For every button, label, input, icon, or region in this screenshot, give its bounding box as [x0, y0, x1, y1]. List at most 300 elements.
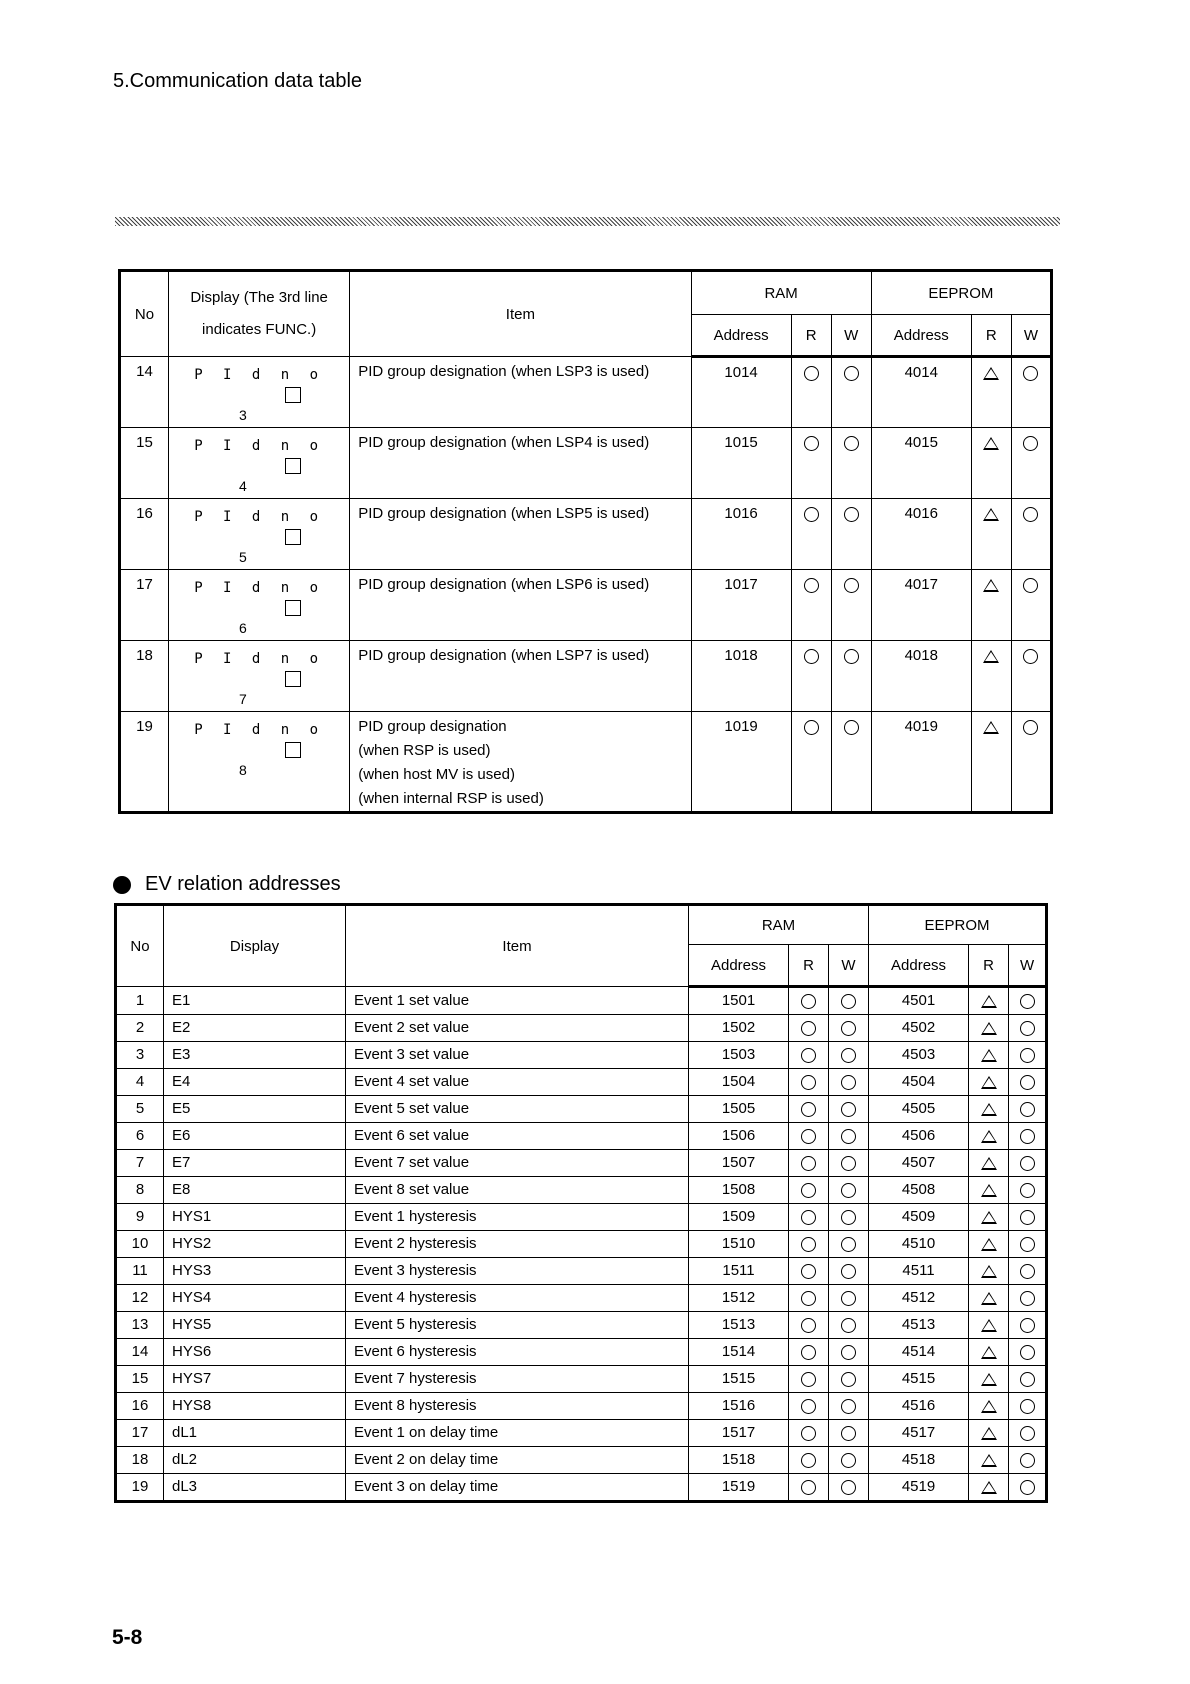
- cell-eeprom-w: [1009, 1123, 1047, 1150]
- cell-eeprom-address: 4518: [869, 1447, 969, 1474]
- cell-eeprom-address: 4519: [869, 1474, 969, 1502]
- header-item: Item: [346, 905, 689, 987]
- circle-icon: [801, 1129, 816, 1144]
- cell-ram-w: [831, 499, 871, 570]
- cell-eeprom-r: [969, 1150, 1009, 1177]
- triangle-icon: [981, 1265, 997, 1278]
- cell-ram-w: [829, 1069, 869, 1096]
- cell-item: Event 1 hysteresis: [346, 1204, 689, 1231]
- cell-ram-w: [829, 987, 869, 1015]
- cell-no: 9: [116, 1204, 164, 1231]
- cell-eeprom-w: [1011, 641, 1051, 712]
- cell-ram-address: 1503: [689, 1042, 789, 1069]
- circle-icon: [841, 1399, 856, 1414]
- display-top: P I d n o: [194, 367, 325, 383]
- circle-icon: [801, 1075, 816, 1090]
- circle-icon: [841, 1129, 856, 1144]
- cell-no: 16: [116, 1393, 164, 1420]
- circle-icon: [804, 720, 819, 735]
- display-glyph: [169, 641, 349, 711]
- display-box-icon: [285, 671, 301, 687]
- table-row: [116, 1474, 1047, 1502]
- table-row: [116, 1123, 1047, 1150]
- circle-icon: [1020, 1453, 1035, 1468]
- header-ram-r: R: [789, 945, 829, 987]
- cell-ram-w: [829, 1231, 869, 1258]
- circle-icon: [841, 1210, 856, 1225]
- cell-no: 2: [116, 1015, 164, 1042]
- display-bottom: 8: [239, 762, 247, 778]
- circle-icon: [841, 1183, 856, 1198]
- circle-icon: [1020, 1345, 1035, 1360]
- header-display-line2: indicates FUNC.): [202, 321, 317, 338]
- triangle-icon: [983, 721, 999, 734]
- cell-ram-r: [789, 1285, 829, 1312]
- cell-no: 12: [116, 1285, 164, 1312]
- cell-eeprom-address: 4504: [869, 1069, 969, 1096]
- cell-eeprom-r: [971, 712, 1011, 813]
- cell-ram-address: 1518: [689, 1447, 789, 1474]
- cell-ram-r: [789, 1258, 829, 1285]
- circle-icon: [841, 1075, 856, 1090]
- circle-icon: [801, 1237, 816, 1252]
- display-bottom: 3: [239, 407, 247, 423]
- cell-eeprom-address: 4510: [869, 1231, 969, 1258]
- display-glyph: [169, 499, 349, 569]
- triangle-icon: [983, 508, 999, 521]
- cell-eeprom-r: [969, 1204, 1009, 1231]
- cell-ram-w: [829, 1204, 869, 1231]
- cell-display: [169, 641, 350, 712]
- cell-eeprom-r: [969, 1393, 1009, 1420]
- cell-ram-address: 1504: [689, 1069, 789, 1096]
- cell-eeprom-address: 4014: [871, 357, 971, 428]
- cell-display: [169, 712, 350, 813]
- cell-item: Event 8 set value: [346, 1177, 689, 1204]
- cell-eeprom-r: [969, 1312, 1009, 1339]
- circle-icon: [801, 1102, 816, 1117]
- cell-ram-r: [791, 570, 831, 641]
- cell-display: [169, 499, 350, 570]
- cell-ram-r: [791, 641, 831, 712]
- cell-ram-address: 1019: [691, 712, 791, 813]
- display-glyph: [169, 428, 349, 498]
- cell-display: [169, 428, 350, 499]
- cell-display: [169, 357, 350, 428]
- cell-item: PID group designation (when LSP6 is used): [350, 570, 691, 641]
- circle-icon: [841, 1048, 856, 1063]
- circle-icon: [804, 649, 819, 664]
- circle-icon: [1020, 1291, 1035, 1306]
- triangle-icon: [983, 367, 999, 380]
- circle-icon: [801, 1345, 816, 1360]
- table-row: [116, 1231, 1047, 1258]
- cell-item: PID group designation (when LSP4 is used): [350, 428, 691, 499]
- cell-eeprom-w: [1011, 570, 1051, 641]
- cell-item: Event 3 hysteresis: [346, 1258, 689, 1285]
- table-row: [116, 1285, 1047, 1312]
- triangle-icon: [981, 1157, 997, 1170]
- cell-eeprom-address: 4517: [869, 1420, 969, 1447]
- cell-item: Event 4 set value: [346, 1069, 689, 1096]
- cell-ram-address: 1505: [689, 1096, 789, 1123]
- cell-no: 17: [120, 570, 169, 641]
- cell-eeprom-address: 4509: [869, 1204, 969, 1231]
- cell-ram-address: 1516: [689, 1393, 789, 1420]
- display-glyph: [169, 570, 349, 640]
- cell-item: Event 2 hysteresis: [346, 1231, 689, 1258]
- cell-display: E3: [164, 1042, 346, 1069]
- header-eeprom-address: Address: [869, 945, 969, 987]
- cell-eeprom-address: 4503: [869, 1042, 969, 1069]
- cell-item: Event 5 hysteresis: [346, 1312, 689, 1339]
- circle-icon: [844, 436, 859, 451]
- header-no: No: [120, 271, 169, 357]
- circle-icon: [841, 994, 856, 1009]
- item-line: (when internal RSP is used): [358, 790, 544, 807]
- header-ram: RAM: [691, 271, 871, 315]
- cell-eeprom-w: [1009, 1177, 1047, 1204]
- cell-eeprom-address: 4017: [871, 570, 971, 641]
- cell-ram-address: 1016: [691, 499, 791, 570]
- circle-icon: [801, 1399, 816, 1414]
- cell-ram-w: [829, 1123, 869, 1150]
- cell-ram-r: [789, 1069, 829, 1096]
- display-box-icon: [285, 742, 301, 758]
- cell-ram-r: [789, 1204, 829, 1231]
- circle-icon: [1023, 578, 1038, 593]
- circle-icon: [844, 720, 859, 735]
- cell-no: 3: [116, 1042, 164, 1069]
- cell-eeprom-w: [1009, 1069, 1047, 1096]
- cell-display: HYS6: [164, 1339, 346, 1366]
- circle-icon: [801, 1372, 816, 1387]
- cell-display: HYS5: [164, 1312, 346, 1339]
- triangle-icon: [981, 1373, 997, 1386]
- cell-ram-address: 1513: [689, 1312, 789, 1339]
- cell-eeprom-r: [969, 1096, 1009, 1123]
- cell-eeprom-r: [969, 1015, 1009, 1042]
- circle-icon: [1023, 649, 1038, 664]
- cell-ram-r: [791, 428, 831, 499]
- table-row: [116, 1420, 1047, 1447]
- cell-eeprom-r: [969, 1366, 1009, 1393]
- header-display: [169, 271, 350, 357]
- cell-ram-r: [791, 499, 831, 570]
- table-row: [116, 987, 1047, 1015]
- display-bottom: 4: [239, 478, 247, 494]
- circle-icon: [844, 578, 859, 593]
- cell-ram-r: [789, 1015, 829, 1042]
- cell-eeprom-r: [969, 1123, 1009, 1150]
- header-display-line1: Display (The 3rd line: [190, 289, 328, 306]
- triangle-icon: [981, 1481, 997, 1494]
- cell-eeprom-r: [969, 1177, 1009, 1204]
- cell-ram-w: [831, 712, 871, 813]
- cell-eeprom-w: [1009, 1393, 1047, 1420]
- cell-no: 4: [116, 1069, 164, 1096]
- cell-item: Event 6 set value: [346, 1123, 689, 1150]
- cell-eeprom-address: 4512: [869, 1285, 969, 1312]
- triangle-icon: [981, 1022, 997, 1035]
- circle-icon: [801, 1048, 816, 1063]
- cell-eeprom-w: [1009, 1447, 1047, 1474]
- cell-display: [169, 570, 350, 641]
- cell-eeprom-w: [1009, 1150, 1047, 1177]
- triangle-icon: [981, 1292, 997, 1305]
- triangle-icon: [981, 1346, 997, 1359]
- table-row: [116, 1204, 1047, 1231]
- cell-ram-w: [831, 428, 871, 499]
- circle-icon: [841, 1426, 856, 1441]
- cell-display: dL1: [164, 1420, 346, 1447]
- display-glyph: [169, 712, 349, 782]
- cell-ram-w: [829, 1258, 869, 1285]
- circle-icon: [804, 436, 819, 451]
- table-row: [120, 499, 1052, 570]
- circle-icon: [1020, 994, 1035, 1009]
- cell-eeprom-w: [1009, 1474, 1047, 1502]
- circle-icon: [1020, 1129, 1035, 1144]
- cell-no: 10: [116, 1231, 164, 1258]
- cell-eeprom-w: [1009, 1258, 1047, 1285]
- cell-item: Event 2 on delay time: [346, 1447, 689, 1474]
- cell-ram-w: [829, 1447, 869, 1474]
- circle-icon: [1020, 1318, 1035, 1333]
- cell-eeprom-address: 4502: [869, 1015, 969, 1042]
- cell-eeprom-address: 4516: [869, 1393, 969, 1420]
- circle-icon: [1023, 720, 1038, 735]
- cell-ram-address: 1015: [691, 428, 791, 499]
- circle-icon: [841, 1480, 856, 1495]
- circle-icon: [801, 1480, 816, 1495]
- cell-eeprom-w: [1011, 357, 1051, 428]
- cell-no: 8: [116, 1177, 164, 1204]
- cell-eeprom-address: 4508: [869, 1177, 969, 1204]
- cell-display: E8: [164, 1177, 346, 1204]
- cell-ram-w: [829, 1312, 869, 1339]
- circle-icon: [1023, 507, 1038, 522]
- cell-eeprom-address: 4507: [869, 1150, 969, 1177]
- cell-ram-w: [829, 1393, 869, 1420]
- cell-no: 14: [120, 357, 169, 428]
- cell-eeprom-r: [969, 1447, 1009, 1474]
- cell-display: HYS3: [164, 1258, 346, 1285]
- table-row: [116, 1447, 1047, 1474]
- cell-ram-w: [831, 570, 871, 641]
- table-row: [120, 712, 1052, 813]
- table-row: [116, 1366, 1047, 1393]
- display-box-icon: [285, 458, 301, 474]
- cell-eeprom-address: 4501: [869, 987, 969, 1015]
- cell-display: dL3: [164, 1474, 346, 1502]
- circle-icon: [841, 1372, 856, 1387]
- table-row: [116, 1150, 1047, 1177]
- cell-ram-r: [789, 1393, 829, 1420]
- cell-ram-w: [829, 1015, 869, 1042]
- circle-icon: [1023, 366, 1038, 381]
- cell-item: Event 1 set value: [346, 987, 689, 1015]
- cell-eeprom-address: 4018: [871, 641, 971, 712]
- cell-display: E5: [164, 1096, 346, 1123]
- cell-eeprom-w: [1009, 1231, 1047, 1258]
- cell-eeprom-w: [1009, 1339, 1047, 1366]
- cell-eeprom-r: [971, 428, 1011, 499]
- cell-ram-r: [789, 1150, 829, 1177]
- cell-eeprom-w: [1009, 1096, 1047, 1123]
- cell-no: 15: [116, 1366, 164, 1393]
- circle-icon: [841, 1345, 856, 1360]
- cell-eeprom-r: [971, 357, 1011, 428]
- circle-icon: [841, 1102, 856, 1117]
- circle-icon: [801, 1453, 816, 1468]
- cell-ram-r: [789, 987, 829, 1015]
- cell-ram-r: [789, 1096, 829, 1123]
- header-eeprom: EEPROM: [871, 271, 1051, 315]
- cell-ram-w: [829, 1474, 869, 1502]
- triangle-icon: [981, 1076, 997, 1089]
- circle-icon: [801, 994, 816, 1009]
- cell-ram-r: [789, 1123, 829, 1150]
- cell-ram-address: 1510: [689, 1231, 789, 1258]
- cell-display: E2: [164, 1015, 346, 1042]
- cell-eeprom-r: [969, 1474, 1009, 1502]
- circle-icon: [844, 366, 859, 381]
- triangle-icon: [981, 1400, 997, 1413]
- cell-eeprom-r: [971, 570, 1011, 641]
- cell-ram-address: 1508: [689, 1177, 789, 1204]
- triangle-icon: [981, 1427, 997, 1440]
- display-top: P I d n o: [194, 651, 325, 667]
- circle-icon: [801, 1426, 816, 1441]
- triangle-icon: [981, 995, 997, 1008]
- circle-icon: [1020, 1480, 1035, 1495]
- cell-eeprom-address: 4511: [869, 1258, 969, 1285]
- cell-eeprom-r: [969, 1339, 1009, 1366]
- triangle-icon: [981, 1319, 997, 1332]
- circle-icon: [801, 1210, 816, 1225]
- circle-icon: [841, 1291, 856, 1306]
- cell-no: 7: [116, 1150, 164, 1177]
- cell-ram-w: [831, 641, 871, 712]
- cell-ram-r: [789, 1312, 829, 1339]
- item-line: (when host MV is used): [358, 766, 515, 783]
- header-ram-w: W: [829, 945, 869, 987]
- circle-icon: [801, 1183, 816, 1198]
- table-row: [120, 570, 1052, 641]
- cell-no: 6: [116, 1123, 164, 1150]
- cell-ram-w: [829, 1150, 869, 1177]
- cell-ram-address: 1511: [689, 1258, 789, 1285]
- cell-no: 18: [120, 641, 169, 712]
- circle-icon: [844, 649, 859, 664]
- cell-item: Event 7 hysteresis: [346, 1366, 689, 1393]
- cell-display: E6: [164, 1123, 346, 1150]
- cell-eeprom-w: [1009, 1285, 1047, 1312]
- cell-eeprom-w: [1009, 1015, 1047, 1042]
- cell-ram-w: [829, 1042, 869, 1069]
- cell-item: Event 7 set value: [346, 1150, 689, 1177]
- header-item: Item: [350, 271, 691, 357]
- cell-no: 13: [116, 1312, 164, 1339]
- bullet-icon: [113, 876, 131, 894]
- display-top: P I d n o: [194, 509, 325, 525]
- circle-icon: [841, 1264, 856, 1279]
- item-lines: [358, 715, 690, 811]
- cell-ram-address: 1507: [689, 1150, 789, 1177]
- cell-ram-address: 1512: [689, 1285, 789, 1312]
- cell-item: Event 3 on delay time: [346, 1474, 689, 1502]
- circle-icon: [844, 507, 859, 522]
- item-line: (when RSP is used): [358, 742, 491, 759]
- cell-eeprom-address: 4506: [869, 1123, 969, 1150]
- cell-no: 15: [120, 428, 169, 499]
- cell-ram-address: 1502: [689, 1015, 789, 1042]
- cell-ram-r: [789, 1231, 829, 1258]
- table-row: [120, 641, 1052, 712]
- circle-icon: [801, 1021, 816, 1036]
- cell-item: Event 4 hysteresis: [346, 1285, 689, 1312]
- header-eeprom: EEPROM: [869, 905, 1047, 945]
- cell-no: 19: [120, 712, 169, 813]
- cell-eeprom-r: [969, 1285, 1009, 1312]
- cell-ram-address: 1014: [691, 357, 791, 428]
- circle-icon: [841, 1318, 856, 1333]
- cell-ram-r: [789, 1177, 829, 1204]
- cell-eeprom-r: [969, 1231, 1009, 1258]
- header-display: Display: [164, 905, 346, 987]
- cell-ram-address: 1018: [691, 641, 791, 712]
- cell-ram-address: 1509: [689, 1204, 789, 1231]
- circle-icon: [804, 366, 819, 381]
- cell-display: HYS8: [164, 1393, 346, 1420]
- table-row: [120, 428, 1052, 499]
- cell-eeprom-w: [1009, 987, 1047, 1015]
- cell-display: HYS2: [164, 1231, 346, 1258]
- cell-display: E4: [164, 1069, 346, 1096]
- cell-eeprom-r: [971, 641, 1011, 712]
- table-row: [116, 1339, 1047, 1366]
- cell-ram-address: 1501: [689, 987, 789, 1015]
- cell-ram-w: [829, 1420, 869, 1447]
- cell-ram-address: 1519: [689, 1474, 789, 1502]
- item-line: PID group designation: [358, 718, 507, 735]
- display-top: P I d n o: [194, 580, 325, 596]
- table-row: [116, 1258, 1047, 1285]
- cell-display: E7: [164, 1150, 346, 1177]
- cell-eeprom-w: [1009, 1420, 1047, 1447]
- cell-eeprom-address: 4515: [869, 1366, 969, 1393]
- header-ram: RAM: [689, 905, 869, 945]
- cell-no: 17: [116, 1420, 164, 1447]
- display-box-icon: [285, 529, 301, 545]
- circle-icon: [801, 1318, 816, 1333]
- circle-icon: [841, 1453, 856, 1468]
- circle-icon: [1020, 1048, 1035, 1063]
- cell-display: HYS7: [164, 1366, 346, 1393]
- cell-ram-r: [789, 1420, 829, 1447]
- cell-ram-r: [789, 1042, 829, 1069]
- cell-eeprom-w: [1009, 1312, 1047, 1339]
- triangle-icon: [981, 1238, 997, 1251]
- header-ram-address: Address: [691, 315, 791, 357]
- header-ram-address: Address: [689, 945, 789, 987]
- circle-icon: [1020, 1426, 1035, 1441]
- cell-no: 1: [116, 987, 164, 1015]
- cell-no: 5: [116, 1096, 164, 1123]
- display-top: P I d n o: [194, 438, 325, 454]
- header-ram-r: R: [791, 315, 831, 357]
